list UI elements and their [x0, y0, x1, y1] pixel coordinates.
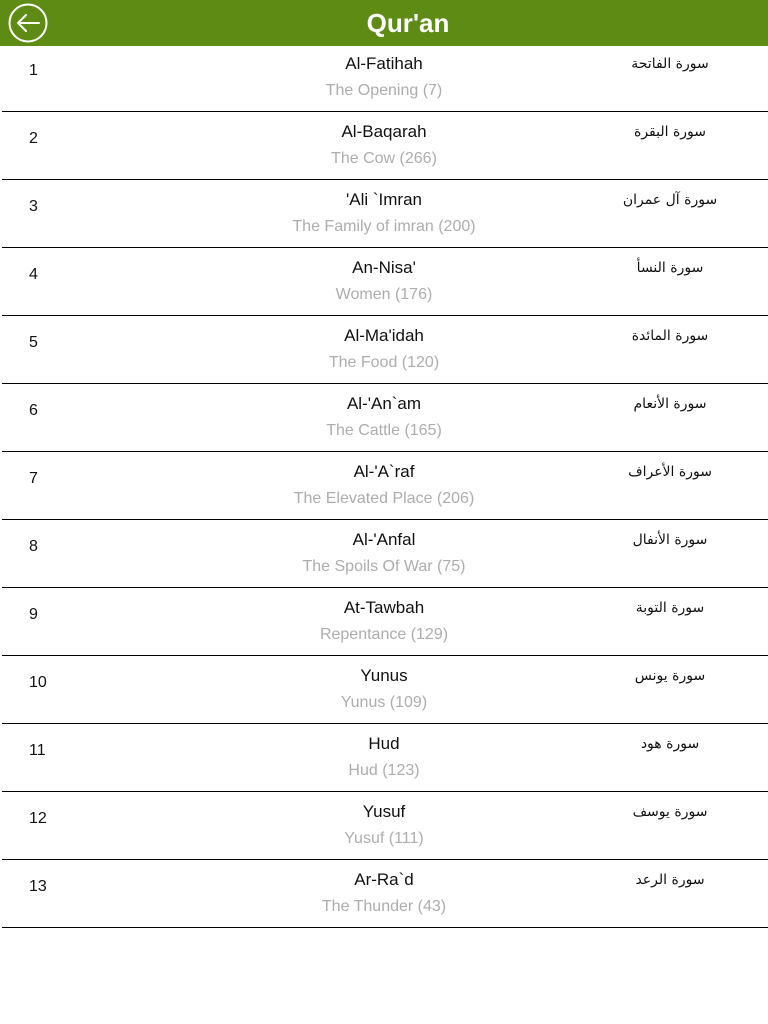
surah-row[interactable] [0, 792, 768, 860]
surah-arabic-name: سورة هود [640, 736, 700, 752]
surah-row[interactable] [0, 860, 768, 928]
surah-row[interactable] [0, 724, 768, 792]
surah-arabic-name: سورة المائدة [631, 328, 709, 344]
surah-meaning: The Cow (266) [331, 150, 437, 167]
surah-number: 9 [29, 606, 38, 623]
surah-name: Al-Baqarah [341, 122, 427, 141]
surah-arabic-name: سورة يوسف [632, 804, 708, 820]
surah-meaning: Repentance (129) [319, 626, 449, 643]
surah-name: Al-Ma'idah [344, 326, 424, 345]
surah-name: Yunus [360, 666, 408, 685]
surah-row[interactable] [0, 44, 768, 112]
surah-meaning: The Elevated Place (206) [293, 490, 475, 507]
surah-list [0, 44, 768, 928]
surah-meaning: The Opening (7) [325, 82, 443, 99]
surah-number: 8 [29, 538, 38, 555]
surah-name: Al-'An`am [346, 394, 422, 413]
surah-meaning: The Food (120) [328, 354, 440, 371]
surah-row[interactable] [0, 112, 768, 180]
surah-meaning: Women (176) [335, 286, 433, 303]
surah-row[interactable] [0, 452, 768, 520]
surah-name: Yusuf [362, 802, 406, 821]
surah-name: Al-'A`raf [353, 462, 415, 481]
surah-meaning: The Thunder (43) [321, 898, 447, 915]
surah-number: 5 [29, 334, 38, 351]
surah-row[interactable] [0, 384, 768, 452]
surah-name: Hud [368, 734, 400, 753]
surah-row[interactable] [0, 248, 768, 316]
surah-arabic-name: سورة الفاتحة [631, 56, 709, 72]
surah-meaning: The Spoils Of War (75) [302, 558, 466, 575]
surah-name: 'Ali `Imran [346, 190, 422, 209]
surah-arabic-name: سورة التوبة [635, 600, 705, 616]
back-arrow-icon [8, 3, 48, 43]
surah-name: An-Nisa' [352, 258, 416, 277]
surah-number: 13 [29, 878, 47, 895]
surah-arabic-name: سورة آل عمران [622, 192, 718, 208]
surah-number: 6 [29, 402, 38, 419]
surah-row[interactable] [0, 180, 768, 248]
surah-number: 1 [29, 62, 38, 79]
surah-name: Al-Fatihah [345, 54, 423, 73]
surah-arabic-name: سورة الأنعام [633, 396, 707, 412]
surah-name: Ar-Ra`d [354, 870, 414, 889]
surah-row[interactable] [0, 656, 768, 724]
surah-row[interactable] [0, 316, 768, 384]
surah-arabic-name: سورة النسأ [636, 260, 704, 276]
surah-arabic-name: سورة البقرة [633, 124, 707, 140]
surah-arabic-name: سورة الأنفال [632, 532, 708, 548]
surah-number: 3 [29, 198, 38, 215]
row-separator [2, 927, 768, 928]
surah-number: 11 [29, 742, 46, 759]
surah-meaning: The Cattle (165) [326, 422, 442, 439]
surah-number: 12 [29, 810, 47, 827]
surah-number: 10 [29, 674, 47, 691]
back-button[interactable] [8, 3, 48, 43]
surah-meaning: The Family of imran (200) [292, 218, 476, 235]
page-title: Qur'an [366, 8, 450, 38]
surah-name: Al-'Anfal [352, 530, 416, 549]
surah-row[interactable] [0, 520, 768, 588]
surah-number: 2 [29, 130, 38, 147]
surah-meaning: Yusuf (111) [344, 830, 424, 847]
surah-number: 7 [29, 470, 38, 487]
surah-row[interactable] [0, 588, 768, 656]
surah-name: At-Tawbah [343, 598, 425, 617]
header-bar [0, 0, 768, 46]
surah-number: 4 [29, 266, 38, 283]
surah-meaning: Yunus (109) [340, 694, 428, 711]
surah-arabic-name: سورة الأعراف [628, 464, 712, 480]
surah-arabic-name: سورة يونس [634, 668, 706, 684]
surah-arabic-name: سورة الرعد [635, 872, 705, 888]
surah-meaning: Hud (123) [348, 762, 420, 779]
